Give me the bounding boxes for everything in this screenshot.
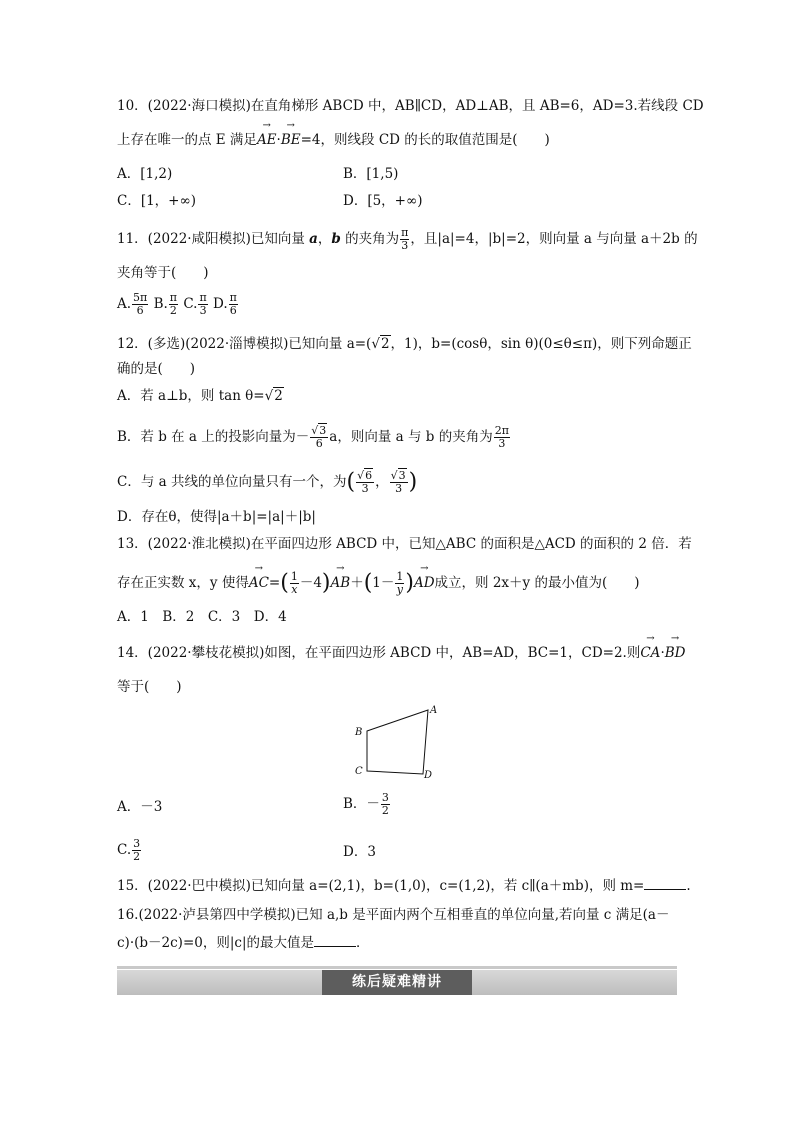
q10-option-d: D．[5，+∞): [343, 193, 423, 209]
q14-b-frac: $\frac{3}{2}$: [381, 791, 389, 817]
q12-c-frac-2: $\frac{√3}{3}$: [390, 469, 406, 495]
q12-line1: 12．(多选)(2022·淄博模拟)已知向量 a=(√2，1)，b=(cosθ，sin θ)(0≤θ≤π)，则下列命题正: [117, 336, 692, 352]
q13-line2: 存在正实数 x，y 使得→ AC=( $\frac{1}{x}$ －4)→ AB＋(1－ $\frac{1}{y}$ )→ AD成立，则 2x＋y 的最小值为( ): [117, 571, 640, 596]
q14-line2: 等于( ): [117, 679, 182, 695]
vector-ab: → AB: [331, 574, 351, 592]
q10-option-c: C．[1，+∞): [117, 193, 197, 209]
vector-ad: → AD: [414, 574, 435, 592]
vertex-label-a: A: [430, 705, 438, 716]
q11-line1: 11．(2022·咸阳模拟)已知向量 a，b 的夹角为 $\frac{\pi}{3}$ ，且|a|=4，|b|=2，则向量 a 与向量 a＋2b 的: [117, 226, 698, 252]
q10-option-a: A．[1,2): [117, 166, 173, 182]
q16-answer-blank[interactable]: [314, 934, 356, 947]
vector-be: → BE: [281, 131, 301, 149]
fraction-pi-over-3: $\frac{\pi}{3}$: [401, 226, 409, 252]
q11-option-a-frac: $\frac{5\pi}{6}$: [133, 291, 148, 317]
q10-line2: 上存在唯一的点 E 满足→ AE·→ BE=4，则线段 CD 的长的取值范围是( ): [117, 131, 550, 149]
q10-option-b: B．[1,5): [343, 166, 399, 182]
q14-option-c: C. $\frac{3}{2}$: [117, 837, 141, 863]
q14-option-a: A．－3: [117, 799, 163, 815]
q14-line1: 14．(2022·攀枝花模拟)如图，在平面四边形 ABCD 中，AB=AD，BC=1，CD=2.则→ CA·→ BD: [117, 644, 685, 662]
q12-line2: 确的是( ): [117, 361, 196, 377]
q11-line2: 夹角等于( ): [117, 265, 209, 281]
q16-line2: c)·(b－2c)=0，则|c|的最大值是 ．: [117, 935, 370, 951]
vector-ac: → AC: [249, 574, 269, 592]
q11-option-c-frac: $\frac{\pi}{3}$: [199, 291, 207, 317]
q12-option-b: B．若 b 在 a 上的投影向量为－ $\frac{√3}{6}$ a，则向量 a 与 b 的夹角为 $\frac{2\pi}{3}$: [117, 424, 509, 450]
quadrilateral-abcd: [367, 710, 428, 774]
fraction-1-over-x: $\frac{1}{x}$: [290, 570, 298, 596]
q15-answer-blank[interactable]: [644, 877, 686, 890]
q14-option-d: D．3: [343, 844, 376, 860]
vertex-label-c: C: [355, 766, 363, 777]
section-banner-label: 练后疑难精讲: [322, 970, 472, 995]
q13-options: A．1 B．2 C．3 D．4: [117, 609, 287, 625]
banner-top-rule: [117, 966, 677, 969]
q15-line: 15．(2022·巴中模拟)已知向量 a=(2,1)，b=(1,0)，c=(1,2)，若 c∥(a＋mb)，则 m= .: [117, 878, 691, 894]
q14-c-frac: $\frac{3}{2}$: [133, 837, 141, 863]
vector-ae: → AE: [257, 131, 277, 149]
q11-option-d-frac: $\frac{\pi}{6}$: [229, 291, 237, 317]
q10-line1: 10．(2022·海口模拟)在直角梯形 ABCD 中，AB∥CD，AD⊥AB，且 AB=6，AD=3.若线段 CD: [117, 98, 704, 114]
vertex-label-d: D: [424, 770, 433, 781]
q12-c-frac-1: $\frac{√6}{3}$: [357, 469, 373, 495]
q12-option-d: D．存在θ，使得|a＋b|=|a|＋|b|: [117, 509, 316, 525]
quadrilateral-figure: [350, 700, 450, 786]
vector-ca: → CA: [640, 644, 660, 662]
q12-b-frac-sqrt3-over-6: $\frac{√3}{6}$: [311, 424, 327, 450]
fraction-1-over-y: $\frac{1}{y}$: [396, 570, 404, 596]
q12-b-frac-2pi-over-3: $\frac{2\pi}{3}$: [494, 424, 509, 450]
q14-option-b: B．－ $\frac{3}{2}$: [343, 791, 389, 817]
q16-line1: 16.(2022·泸县第四中学模拟)已知 a,b 是平面内两个互相垂直的单位向量,若向量 c 满足(a－: [117, 907, 670, 923]
q12-option-a: A．若 a⊥b，则 tan θ=√2: [117, 388, 283, 404]
q12-option-c: C．与 a 共线的单位向量只有一个，为( $\frac{√6}{3}$ ， $\frac{√3}{3}$ ): [117, 469, 418, 495]
vertex-label-b: B: [355, 727, 363, 738]
q13-line1: 13．(2022·淮北模拟)在平面四边形 ABCD 中，已知△ABC 的面积是△ACD 的面积的 2 倍．若: [117, 536, 692, 552]
vector-bd: → BD: [665, 644, 686, 662]
q11-option-b-frac: $\frac{\pi}{2}$: [169, 291, 178, 317]
q11-options: A. $\frac{5\pi}{6}$ B. $\frac{\pi}{2}$ C. $\frac{\pi}{3}$ D. $\frac{\pi}{6}$: [117, 291, 237, 317]
